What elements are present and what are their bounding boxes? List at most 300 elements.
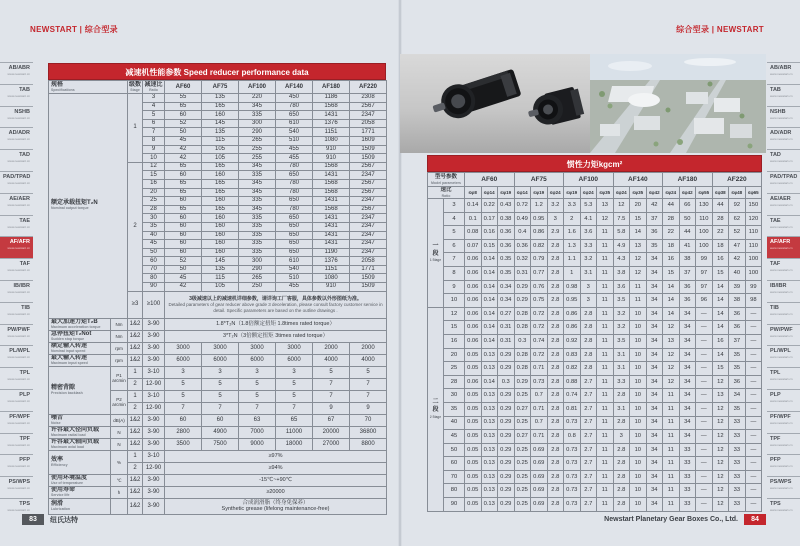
inertia-cell: 11 — [597, 470, 614, 484]
torque-cell: 5 — [165, 378, 202, 390]
inertia-cell: — — [745, 470, 762, 484]
sidebar-item-pfp[interactable] — [767, 454, 800, 476]
torque-cell: 5 — [239, 390, 276, 402]
inertia-cell: 150 — [745, 199, 762, 213]
inertia-cell: 11 — [663, 402, 680, 416]
shaft-diameter-header: ≤φ19 — [531, 187, 548, 199]
inertia-cell: 5.3 — [580, 199, 597, 213]
table-row — [49, 438, 387, 450]
torque-cell: 7 — [313, 390, 350, 402]
torque-cell: 50 — [165, 128, 202, 137]
sidebar-item-ib-ibr[interactable] — [767, 280, 800, 302]
inertia-cell: 35 — [646, 239, 663, 253]
inertia-cell: 11 — [630, 294, 647, 308]
inertia-table-panel — [427, 155, 762, 512]
spec-header: 规格 Specifications — [49, 81, 128, 94]
inertia-cell: 34 — [729, 389, 746, 403]
inertia-cell: 99 — [696, 253, 713, 267]
inertia-cell: 1.2 — [531, 199, 548, 213]
torque-cell: 1431 — [313, 222, 350, 231]
torque-cell: 510 — [276, 274, 313, 283]
sidebar-item-nshb[interactable] — [0, 106, 33, 128]
inertia-cell: 0.13 — [481, 348, 498, 362]
torque-cell: 290 — [239, 265, 276, 274]
inertia-cell: — — [745, 307, 762, 321]
inertia-cell: 0.06 — [465, 334, 482, 348]
sidebar-item-url: www.newstart.cn — [770, 246, 793, 251]
spec-label: 许容最大径向负载 Maximum radial load — [49, 426, 111, 438]
sidebar-item-pl-wpl[interactable] — [0, 345, 33, 367]
inertia-cell: 0.86 — [531, 226, 548, 240]
torque-cell: 1509 — [350, 154, 387, 163]
sidebar-item-tab[interactable] — [0, 84, 33, 106]
sidebar-item-tpl[interactable] — [0, 367, 33, 389]
inertia-cell: 0.05 — [465, 362, 482, 376]
ratio-cell: 3-10 — [143, 390, 165, 402]
inertia-cell: 33 — [729, 470, 746, 484]
sidebar-item-tib[interactable] — [0, 302, 33, 324]
table-row — [49, 94, 387, 103]
torque-cell: 4900 — [202, 426, 239, 438]
torque-cell: 1568 — [313, 179, 350, 188]
ratio-header: 减速比 Ratio — [144, 81, 163, 92]
sidebar-item-pl-wpl[interactable] — [767, 345, 800, 367]
sidebar-item-label: PW/PWF — [7, 326, 30, 333]
inertia-cell: — — [696, 348, 713, 362]
sidebar-item-url: www.newstart.cn — [7, 289, 30, 294]
inertia-cell: — — [696, 334, 713, 348]
torque-cell: 60 — [202, 414, 239, 426]
torque-cell: 250 — [239, 283, 276, 292]
torque-cell: 6000 — [276, 354, 313, 366]
sidebar-item-tad[interactable] — [767, 149, 800, 171]
sidebar-item-tae[interactable] — [0, 215, 33, 237]
ratio-cell: 40 — [143, 231, 165, 240]
left-page-header: NEWSTART | 综合型录 — [30, 25, 118, 34]
inertia-cell: 34 — [646, 321, 663, 335]
inertia-cell: 0.05 — [465, 389, 482, 403]
unit-cell: ℃ — [111, 474, 128, 486]
sidebar-item-label: PS/WPS — [8, 479, 30, 486]
torque-cell: 135 — [202, 94, 239, 103]
ratio-cell: 12-90 — [143, 378, 165, 390]
spec-label: 噪音 Noise — [49, 414, 111, 426]
inertia-cell: — — [696, 307, 713, 321]
inertia-cell: 10 — [630, 402, 647, 416]
stage-cell: 2 — [128, 162, 143, 291]
sidebar-item-label: TAE — [770, 217, 781, 224]
inertia-cell: 0.74 — [531, 334, 548, 348]
ratio-cell: 3-90 — [143, 474, 165, 486]
inertia-cell: 0.28 — [514, 348, 531, 362]
sidebar-item-label: PL/WPL — [9, 348, 30, 355]
sidebar-item-url: www.newstart.cn — [770, 224, 793, 229]
inertia-cell: — — [696, 389, 713, 403]
sidebar-item-pfp[interactable] — [0, 454, 33, 476]
torque-cell: 335 — [239, 171, 276, 180]
table-row — [49, 342, 387, 354]
inertia-cell: 34 — [646, 430, 663, 444]
torque-cell: 2058 — [350, 257, 387, 266]
sidebar-item-url: www.newstart.cn — [7, 464, 30, 469]
spec-label: 额定承载扭矩T₂N Nominal output torque — [49, 94, 128, 319]
inertia-cell: 34 — [646, 470, 663, 484]
inertia-cell: 12 — [712, 470, 729, 484]
inertia-cell: 0.13 — [481, 389, 498, 403]
inertia-cell: 35 — [729, 362, 746, 376]
torque-cell: 650 — [276, 240, 313, 249]
torque-cell: 160 — [202, 197, 239, 206]
inertia-cell: 35 — [729, 348, 746, 362]
torque-cell: 2058 — [350, 119, 387, 128]
sidebar-item-url: www.newstart.cn — [7, 224, 30, 229]
torque-cell: 2347 — [350, 197, 387, 206]
inertia-cell: 11 — [597, 484, 614, 498]
sidebar-item-url: www.newstart.cn — [7, 355, 30, 360]
table-row — [49, 354, 387, 366]
sidebar-item-af-afr[interactable] — [767, 236, 800, 258]
torque-cell: 7500 — [202, 438, 239, 450]
page-number-right: 84 — [744, 514, 766, 525]
inertia-cell: 34 — [646, 348, 663, 362]
inertia-cell: 11 — [663, 443, 680, 457]
merged-cell: ≥20000 — [165, 486, 387, 498]
ratio-cell: 35 — [444, 402, 465, 416]
sidebar-item-tab[interactable] — [767, 84, 800, 106]
ratio-cell: 5 — [143, 111, 165, 120]
sidebar-item-tib[interactable] — [767, 302, 800, 324]
sidebar-item-url: www.newstart.cn — [770, 268, 793, 273]
speed-reducer-performance-table — [48, 63, 386, 515]
sidebar-item-ab-abr[interactable] — [767, 62, 800, 84]
inertia-cell: 3.3 — [580, 239, 597, 253]
inertia-cell: 0.05 — [465, 348, 482, 362]
sidebar-item-ae-aer[interactable] — [0, 193, 33, 215]
ratio-cell: 10 — [444, 294, 465, 308]
sidebar-item-tpl[interactable] — [767, 367, 800, 389]
sidebar-item-pf-wpf[interactable] — [767, 411, 800, 433]
torque-cell: 1190 — [313, 248, 350, 257]
table-row — [49, 498, 387, 514]
inertia-cell: 10 — [630, 484, 647, 498]
torque-cell: 50 — [165, 265, 202, 274]
table-row — [428, 362, 762, 376]
unit-cell — [111, 498, 128, 514]
inertia-cell: 0.29 — [498, 430, 515, 444]
sidebar-item-pad-tpad[interactable] — [0, 171, 33, 193]
note-cell — [165, 291, 387, 318]
sidebar-item-url: www.newstart.cn — [7, 115, 30, 120]
sidebar-item-ae-aer[interactable] — [767, 193, 800, 215]
inertia-cell: 13 — [630, 239, 647, 253]
sidebar-item-url: www.newstart.cn — [770, 159, 793, 164]
torque-cell: 345 — [239, 205, 276, 214]
table-row — [428, 280, 762, 294]
sidebar-item-pf-wpf[interactable] — [0, 411, 33, 433]
inertia-cell: 34 — [679, 375, 696, 389]
torque-cell: 345 — [239, 162, 276, 171]
shaft-diameter-header: ≤φ38 — [712, 187, 729, 199]
torque-cell: 165 — [202, 162, 239, 171]
ratio-cell: 12 — [444, 307, 465, 321]
model-header: AF75 — [514, 173, 564, 187]
ratio-cell: 80 — [143, 274, 165, 283]
sidebar-item-label: PLP — [770, 391, 781, 398]
inertia-cell: 0.43 — [498, 199, 515, 213]
inertia-cell: 0.31 — [498, 321, 515, 335]
inertia-cell: 0.75 — [531, 294, 548, 308]
page-number-left: 83 — [22, 514, 44, 525]
shaft-diameter-header: ≤φ48 — [729, 187, 746, 199]
torque-cell: 1080 — [313, 274, 350, 283]
torque-cell: 7000 — [239, 426, 276, 438]
model-header: AF140 — [276, 81, 313, 94]
sidebar-item-tps[interactable] — [767, 498, 800, 520]
ratio-cell: 50 — [143, 248, 165, 257]
shaft-diameter-header: ≤φ24 — [613, 187, 630, 199]
inertia-cell: 0.13 — [481, 430, 498, 444]
inertia-cell: 41 — [679, 239, 696, 253]
inertia-cell: 2.7 — [580, 470, 597, 484]
inertia-cell: 2.8 — [580, 334, 597, 348]
inertia-cell: 14 — [712, 321, 729, 335]
inertia-cell: 0.14 — [481, 266, 498, 280]
inertia-cell: 3.5 — [613, 334, 630, 348]
sidebar-item-taf[interactable] — [767, 258, 800, 280]
model-header: AF140 — [613, 173, 663, 187]
stage-label: 一 段 1 Stage — [428, 199, 444, 308]
inertia-cell: 3 — [580, 294, 597, 308]
sidebar-item-pad-tpad[interactable] — [767, 171, 800, 193]
torque-cell: 1186 — [313, 94, 350, 103]
inertia-cell: 0.13 — [481, 402, 498, 416]
inertia-header-row-models — [428, 173, 762, 187]
inertia-cell: 110 — [745, 226, 762, 240]
sidebar-item-label: TIB — [770, 304, 779, 311]
sidebar-item-label: TAF — [770, 261, 781, 268]
inertia-cell: 12 — [597, 212, 614, 226]
ratio-cell: 45 — [444, 430, 465, 444]
ratio-cell: 3-90 — [143, 498, 165, 514]
torque-cell: 345 — [239, 102, 276, 111]
inertia-cell: 2.8 — [613, 484, 630, 498]
torque-cell: 335 — [239, 197, 276, 206]
inertia-cell: 10 — [630, 307, 647, 321]
sidebar-item-url: www.newstart.cn — [7, 180, 30, 185]
table-row — [49, 366, 387, 378]
sidebar-item-tpf[interactable] — [0, 433, 33, 455]
inertia-cell: 11 — [597, 389, 614, 403]
torque-cell: 45 — [165, 136, 202, 145]
inertia-cell: 0.77 — [531, 266, 548, 280]
inertia-cell: 0.7 — [531, 389, 548, 403]
inertia-cell: 2.8 — [580, 321, 597, 335]
inertia-cell: 15 — [712, 266, 729, 280]
inertia-cell: 0.06 — [465, 375, 482, 389]
sidebar-item-label: PFP — [19, 457, 30, 464]
sidebar-item-url: www.newstart.cn — [7, 333, 30, 338]
stage-cell: 1 — [128, 94, 143, 163]
inertia-cell: 0.05 — [465, 443, 482, 457]
torque-cell: 300 — [239, 119, 276, 128]
sidebar-item-plp[interactable] — [0, 389, 33, 411]
inertia-cell: 0.73 — [564, 416, 581, 430]
inertia-cell: 0.49 — [514, 212, 531, 226]
inertia-cell: 0.3 — [514, 334, 531, 348]
inertia-cell: 0.86 — [564, 321, 581, 335]
table-row — [428, 389, 762, 403]
torque-cell: 9 — [313, 402, 350, 414]
inertia-cell: 100 — [745, 253, 762, 267]
inertia-cell: — — [745, 389, 762, 403]
model-header: AF100 — [239, 81, 276, 94]
sidebar-item-url: www.newstart.cn — [7, 159, 30, 164]
inertia-cell: 11 — [663, 470, 680, 484]
torque-cell: 60 — [165, 111, 202, 120]
stage-cell: 1&2 — [128, 474, 143, 486]
inertia-cell: 11 — [597, 430, 614, 444]
sidebar-item-pw-pwf[interactable] — [767, 324, 800, 346]
sidebar-item-ab-abr[interactable] — [0, 62, 33, 84]
inertia-cell: 13 — [663, 334, 680, 348]
torque-cell: 65 — [165, 102, 202, 111]
sidebar-item-tae[interactable] — [767, 215, 800, 237]
torque-cell: 455 — [276, 283, 313, 292]
torque-cell: 1431 — [313, 111, 350, 120]
inertia-cell: 47 — [729, 239, 746, 253]
sidebar-item-af-afr[interactable] — [0, 236, 33, 258]
inertia-cell: 0.06 — [465, 294, 482, 308]
sidebar-item-url: www.newstart.cn — [7, 202, 30, 207]
table-row — [428, 239, 762, 253]
sidebar-item-plp[interactable] — [767, 389, 800, 411]
spec-label: 最大加速力矩T₂B Maximum acceleration torque — [49, 318, 111, 330]
inertia-cell: 34 — [646, 294, 663, 308]
inertia-cell: 0.76 — [531, 280, 548, 294]
sidebar-item-tad[interactable] — [0, 149, 33, 171]
stage-label: 二 段 2 Stage — [428, 307, 444, 511]
inertia-cell: 0.05 — [465, 430, 482, 444]
sidebar-item-label: PLP — [19, 391, 30, 398]
ratio-cell: 15 — [444, 321, 465, 335]
inertia-cell: 2.8 — [547, 307, 564, 321]
inertia-cell: 110 — [696, 212, 713, 226]
inertia-cell: 0.86 — [564, 307, 581, 321]
torque-cell: 1609 — [350, 136, 387, 145]
sidebar-item-url: www.newstart.cn — [7, 268, 30, 273]
inertia-cell: 0.32 — [514, 253, 531, 267]
torque-cell: 60 — [165, 197, 202, 206]
sidebar-item-url: www.newstart.cn — [770, 180, 793, 185]
sidebar-item-ad-adr[interactable] — [0, 127, 33, 149]
ratio-cell: 50 — [444, 443, 465, 457]
inertia-cell: 0.13 — [481, 443, 498, 457]
inertia-cell: 0.13 — [481, 416, 498, 430]
merged-line: 合成润滑脂（终身免保养） — [242, 499, 309, 506]
sidebar-item-label: TAD — [770, 152, 781, 159]
inertia-cell: 34 — [679, 321, 696, 335]
torque-cell: 7 — [165, 402, 202, 414]
ratio-cell: 4 — [444, 212, 465, 226]
torque-cell: 67 — [313, 414, 350, 426]
inertia-cell: 0.79 — [531, 253, 548, 267]
inertia-cell: 12 — [663, 348, 680, 362]
sidebar-item-url: www.newstart.cn — [7, 377, 30, 382]
inertia-cell: 42 — [646, 199, 663, 213]
torque-cell: 650 — [276, 248, 313, 257]
inertia-cell: 12 — [712, 457, 729, 471]
inertia-cell: 97 — [696, 280, 713, 294]
inertia-cell: 2.8 — [547, 334, 564, 348]
sidebar-item-tpf[interactable] — [767, 433, 800, 455]
torque-cell: 2347 — [350, 214, 387, 223]
inertia-cell: 0.29 — [498, 470, 515, 484]
shaft-diameter-header: ≤φ19 — [498, 187, 515, 199]
torque-cell: 335 — [239, 240, 276, 249]
torque-cell: 780 — [276, 205, 313, 214]
sidebar-item-nshb[interactable] — [767, 106, 800, 128]
inertia-cell: 0.17 — [481, 212, 498, 226]
inertia-cell: 0.13 — [481, 457, 498, 471]
sidebar-item-pw-pwf[interactable] — [0, 324, 33, 346]
ratio-cell: 3 — [444, 199, 465, 213]
sidebar-item-label: PL/WPL — [770, 348, 791, 355]
inertia-cell: 11 — [597, 266, 614, 280]
inertia-cell: 0.31 — [514, 266, 531, 280]
torque-cell: 4000 — [350, 354, 387, 366]
sidebar-item-ps-wps[interactable] — [767, 476, 800, 498]
model-header: AF220 — [712, 173, 762, 187]
torque-cell: 650 — [276, 222, 313, 231]
inertia-cell: 1.3 — [564, 239, 581, 253]
inertia-cell: 14 — [630, 226, 647, 240]
torque-cell: 3 — [239, 366, 276, 378]
sidebar-item-label: AB/ABR — [8, 65, 30, 71]
inertia-cell: 0.28 — [514, 321, 531, 335]
inertia-cell: 15 — [712, 362, 729, 376]
inertia-cell: 0.3 — [498, 375, 515, 389]
sidebar-item-label: AB/ABR — [770, 65, 792, 71]
brand-name-cn: 纽氏达特 — [50, 516, 78, 524]
ratio-cell: 8 — [444, 266, 465, 280]
sidebar-item-ps-wps[interactable] — [0, 476, 33, 498]
inertia-cell: 0.14 — [481, 375, 498, 389]
torque-cell: 910 — [313, 145, 350, 154]
inertia-cell: 40 — [729, 266, 746, 280]
inertia-cell: 13 — [712, 389, 729, 403]
torque-cell: 115 — [202, 274, 239, 283]
torque-cell: 145 — [202, 119, 239, 128]
table-row — [428, 498, 762, 512]
sidebar-item-ib-ibr[interactable] — [0, 280, 33, 302]
torque-cell: 1568 — [313, 205, 350, 214]
table-row — [428, 470, 762, 484]
inertia-cell: 3.6 — [580, 226, 597, 240]
table-row — [428, 430, 762, 444]
sidebar-item-taf[interactable] — [0, 258, 33, 280]
sidebar-item-url: www.newstart.cn — [7, 398, 30, 403]
torque-cell: 335 — [239, 222, 276, 231]
torque-cell: 610 — [276, 257, 313, 266]
sidebar-item-label: TAD — [19, 152, 30, 159]
inertia-cell: 0.95 — [531, 212, 548, 226]
spec-label: 许容最大轴向负载 Maximum axial load — [49, 438, 111, 450]
torque-cell: 9 — [350, 402, 387, 414]
inertia-cell: 110 — [745, 239, 762, 253]
sidebar-item-ad-adr[interactable] — [767, 127, 800, 149]
inertia-cell: 0.14 — [481, 334, 498, 348]
ratio-cell: 70 — [444, 470, 465, 484]
